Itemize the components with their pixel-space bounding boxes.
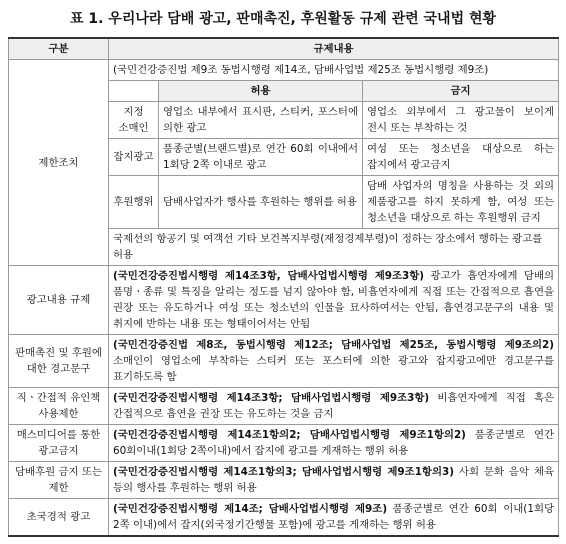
- prohibited-cell: 여성 또는 청소년을 대상으로 하는 잡지에서 광고금지: [363, 139, 559, 176]
- regulation-text: 광고가 흡연자에게 담배의 품명ㆍ종류 및 특징을 알리는 정도를 넘지 않아야 함, 비흡연자에게 직접 또는 간접적으로 흡연을 권장 또는 유도하거나 여성 또는 청소년의 인물을 묘사하여서는 안됨, 흡연경고문구의 내용 및 취지에 반하는 내용 또는 형태이어서는 안됨: [113, 270, 555, 330]
- row-category: 담배후원 금지 또는 제한: [9, 462, 109, 499]
- table-row: [9, 425, 559, 462]
- prohibited-header: 금지: [363, 81, 559, 102]
- regulation-table: [8, 37, 559, 537]
- row-category: 초국경적 광고: [9, 499, 109, 537]
- row-category: 직ㆍ간접적 유인책 사용제한: [9, 388, 109, 425]
- row-content: [109, 425, 559, 462]
- table-row: [9, 462, 559, 499]
- allowed-header: 허용: [159, 81, 363, 102]
- row-content: [109, 266, 559, 335]
- allowed-cell: 담배사업자가 행사를 후원하는 행위를 허용: [159, 176, 363, 229]
- restriction-law-ref: (국민건강증진법 제9조 동법시행령 제14조, 담배사업법 제25조 동법시행령 제9조): [109, 60, 559, 81]
- law-reference: (국민건강증진법시행령 제14조3항, 담배사업법시행령 제9조3항): [113, 270, 425, 282]
- sub-category: 잡지광고: [109, 139, 159, 176]
- regulation-text: 품종군별로 연간 60회 이내(1회당 2쪽 이내)에서 잡지(외국정기간행물 포함)에 광고를 게재하는 행위 허용: [113, 503, 555, 531]
- regulation-text: 비흡연자에게 직접 혹은 간접적으로 흡연을 권장 또는 유도하는 것을 금지: [113, 392, 555, 420]
- law-reference: (국민건강증진법시행령 제14조3항; 담배사업법시행령 제9조3항): [113, 392, 430, 404]
- table-row: [9, 335, 559, 388]
- row-category: 매스미디어를 통한 광고금지: [9, 425, 109, 462]
- header-content: 규제내용: [109, 38, 559, 60]
- row-category: 판매촉진 및 후원에 대한 경고문구: [9, 335, 109, 388]
- header-row: [9, 38, 559, 60]
- header-category: 구분: [9, 38, 109, 60]
- prohibited-cell: 영업소 외부에서 그 광고물이 보이게 전시 또는 부착하는 것: [363, 102, 559, 139]
- sub-category: 지정 소매인: [109, 102, 159, 139]
- regulation-text: 사회 문화 음악 체육 등의 행사를 후원하는 행위 허용: [113, 466, 555, 494]
- row-content: [109, 335, 559, 388]
- regulation-text: 품종군별로 연간 60회이내(1회당 2쪽이내)에서 잡지에 광고를 게재하는 행위 허용: [113, 429, 555, 457]
- restriction-footer: 국제선의 항공기 및 여객선 기타 보건복지부령(재정경제부령)이 정하는 장소에서 행하는 광고를 허용: [109, 229, 559, 266]
- table-row: [9, 388, 559, 425]
- law-reference: (국민건강증진법시행령 제14조; 담배사업법시행령 제9조): [113, 503, 388, 515]
- empty-cell: [109, 81, 159, 102]
- row-content: [109, 499, 559, 537]
- restriction-category: 제한조치: [9, 60, 109, 266]
- law-reference: (국민건강증진법시행령 제14조1항의3; 담배사업법시행령 제9조1항의3): [113, 466, 454, 478]
- table-row: [9, 266, 559, 335]
- law-reference: (국민건강증진법 제8조, 동법시행령 제12조; 담배사업법 제25조, 동법시행령 제9조의2): [113, 339, 555, 351]
- table-row: [9, 499, 559, 537]
- row-content: [109, 462, 559, 499]
- sub-category: 후원행위: [109, 176, 159, 229]
- law-reference: (국민건강증진법시행령 제14조1항의2; 담배사업법시행령 제9조1항의2): [113, 429, 466, 441]
- row-content: [109, 388, 559, 425]
- allowed-cell: 영업소 내부에서 표시판, 스티커, 포스터에 의한 광고: [159, 102, 363, 139]
- row-category: 광고내용 규제: [9, 266, 109, 335]
- prohibited-cell: 담배 사업자의 명칭을 사용하는 것 외의 제품광고를 하지 못하게 함, 여성 또는 청소년을 대상으로 하는 후원행위 금지: [363, 176, 559, 229]
- table-title: 표 1. 우리나라 담배 광고, 판매촉진, 후원활동 규제 관련 국내법 현황: [69, 11, 497, 27]
- regulation-text: 소매인이 영업소에 부착하는 스티커 또는 포스터에 의한 광고와 잡지광고에만 경고문구를 표기하도록 함: [113, 355, 555, 383]
- allowed-cell: 품종군별(브랜드별)로 연간 60회 이내에서 1회당 2쪽 이내로 광고: [159, 139, 363, 176]
- table-row: [9, 60, 559, 81]
